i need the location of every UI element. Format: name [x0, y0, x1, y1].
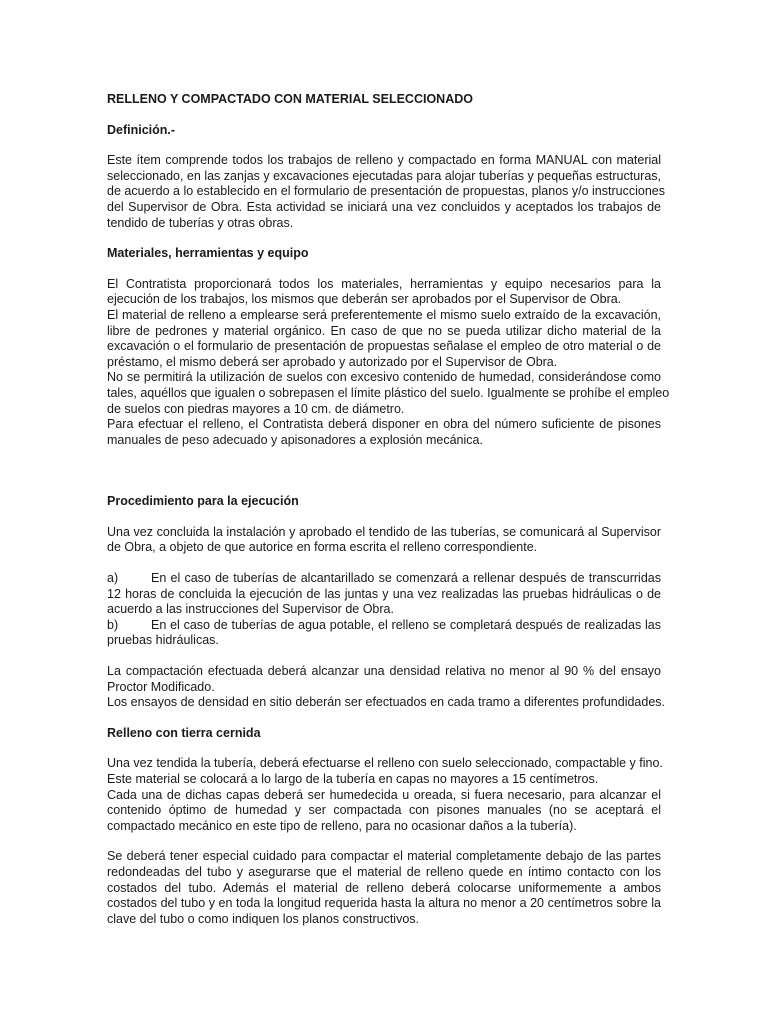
text-line: El material de relleno a emplearse será preferentemente el mismo suelo extraído de la excavación, — [107, 307, 661, 322]
list-item-first-line — [107, 571, 661, 587]
text-line: compactado mecánico en este tipo de relleno, para no ocasionar daños a la tubería). — [107, 818, 577, 833]
text-line: La compactación efectuada deberá alcanzar una densidad relativa no menor al 90 % del ensayo — [107, 664, 661, 679]
text-line: Cada una de dichas capas deberá ser humedecida u oreada, si fuera necesario, para alcanzar el — [107, 787, 661, 802]
text-line: del Supervisor de Obra. Esta actividad se iniciará una vez concluidos y aceptados los trabajos de — [107, 199, 661, 214]
text-line: En el caso de tuberías de alcantarillado se comenzará a rellenar después de transcurridas — [151, 571, 661, 586]
text-line: costados del tubo y en toda la longitud requerida hasta la altura no menor a 20 centímetros sobre la — [107, 896, 661, 911]
heading-procedimiento: Procedimiento para la ejecución — [107, 494, 299, 509]
text-line: tendido de tuberías y otras obras. — [107, 215, 294, 230]
text-line: Este ítem comprende todos los trabajos de relleno y compactado en forma MANUAL con material — [107, 153, 661, 168]
text-line: El Contratista proporcionará todos los materiales, herramientas y equipo necesarios para la — [107, 276, 661, 291]
document-title: RELLENO Y COMPACTADO CON MATERIAL SELECCIONADO — [107, 92, 473, 106]
text-line: seleccionado, en las zanjas y excavaciones ejecutadas para alojar tuberías y pequeñas estructuras, — [107, 168, 661, 183]
text-line: No se permitirá la utilización de suelos con excesivo contenido de humedad, considerándose como — [107, 370, 661, 385]
text-line: préstamo, el mismo deberá ser aprobado y autorizado por el Supervisor de Obra. — [107, 354, 558, 369]
text-line: Los ensayos de densidad en sitio deberán ser efectuados en cada tramo a diferentes profundidades. — [107, 695, 666, 710]
text-line: costados del tubo. Además el material de relleno deberá colocarse uniformemente a ambos — [107, 880, 661, 895]
text-line: 12 horas de concluida la ejecución de las juntas y una vez realizadas las pruebas hidráulicas o de — [107, 586, 661, 601]
text-line: En el caso de tuberías de agua potable, el relleno se completará después de realizadas las — [151, 617, 661, 632]
text-line: de Obra, a objeto de que autorice en forma escrita el relleno correspondiente. — [107, 540, 538, 555]
document-page — [107, 92, 670, 927]
text-line: redondeadas del tubo y asegurarse que el material de relleno quede en íntimo contacto con los — [107, 864, 661, 879]
heading-relleno-tierra: Relleno con tierra cernida — [107, 725, 261, 740]
heading-definicion: Definición.- — [107, 122, 176, 137]
text-line: Una vez tendida la tubería, deberá efectuarse el relleno con suelo seleccionado, compactable y fino. — [107, 756, 663, 771]
text-line: libre de pedrones y material orgánico. En caso de que no se pueda utilizar dicho material de la — [107, 323, 661, 338]
list-marker: a) — [107, 571, 119, 586]
paragraph-relleno-tierra-2 — [107, 849, 661, 927]
text-line: Para efectuar el relleno, el Contratista deberá disponer en obra del número suficiente de pisones — [107, 417, 661, 432]
paragraph-procedimiento-intro — [107, 525, 661, 556]
text-line: ejecución de los trabajos, los mismos que deberán ser aprobados por el Supervisor de Obra. — [107, 292, 622, 307]
text-line: pruebas hidráulicas. — [107, 633, 219, 648]
list-item-a — [107, 571, 661, 618]
text-line: clave del tubo o como indiquen los planos constructivos. — [107, 911, 419, 926]
paragraph-compactacion — [107, 664, 666, 711]
text-line: tales, aquéllos que igualen o sobrepasen el límite plástico del suelo. Igualmente se prohíbe el empleo — [107, 385, 670, 400]
list-item-first-line — [107, 618, 661, 634]
paragraph-materiales — [107, 276, 670, 449]
text-line: contenido óptimo de humedad y ser compactada con pisones manuales (no se aceptará el — [107, 803, 661, 818]
list-marker: b) — [107, 617, 119, 632]
text-line: de suelos con piedras mayores a 10 cm. de diámetro. — [107, 401, 405, 416]
paragraph-relleno-tierra-1 — [107, 756, 661, 834]
text-line: acuerdo a las instrucciones del Supervisor de Obra. — [107, 602, 394, 617]
text-line: Proctor Modificado. — [107, 679, 215, 694]
text-line: de acuerdo a lo establecido en el formulario de presentación de propuestas, planos y/o instrucciones — [107, 184, 665, 199]
list-item-b — [107, 618, 661, 649]
paragraph-definicion — [107, 153, 665, 231]
heading-materiales: Materiales, herramientas y equipo — [107, 246, 309, 261]
text-line: excavación o el formulario de presentación de propuestas señalase el empleo de otro material o de — [107, 339, 661, 354]
text-line: Una vez concluida la instalación y aprobado el tendido de las tuberías, se comunicará al Supervisor — [107, 524, 661, 539]
text-line: manuales de peso adecuado y apisonadores a explosión mecánica. — [107, 432, 483, 447]
text-line: Se deberá tener especial cuidado para compactar el material completamente debajo de las partes — [107, 849, 661, 864]
text-line: Este material se colocará a lo largo de la tubería en capas no mayores a 15 centímetros. — [107, 772, 599, 786]
